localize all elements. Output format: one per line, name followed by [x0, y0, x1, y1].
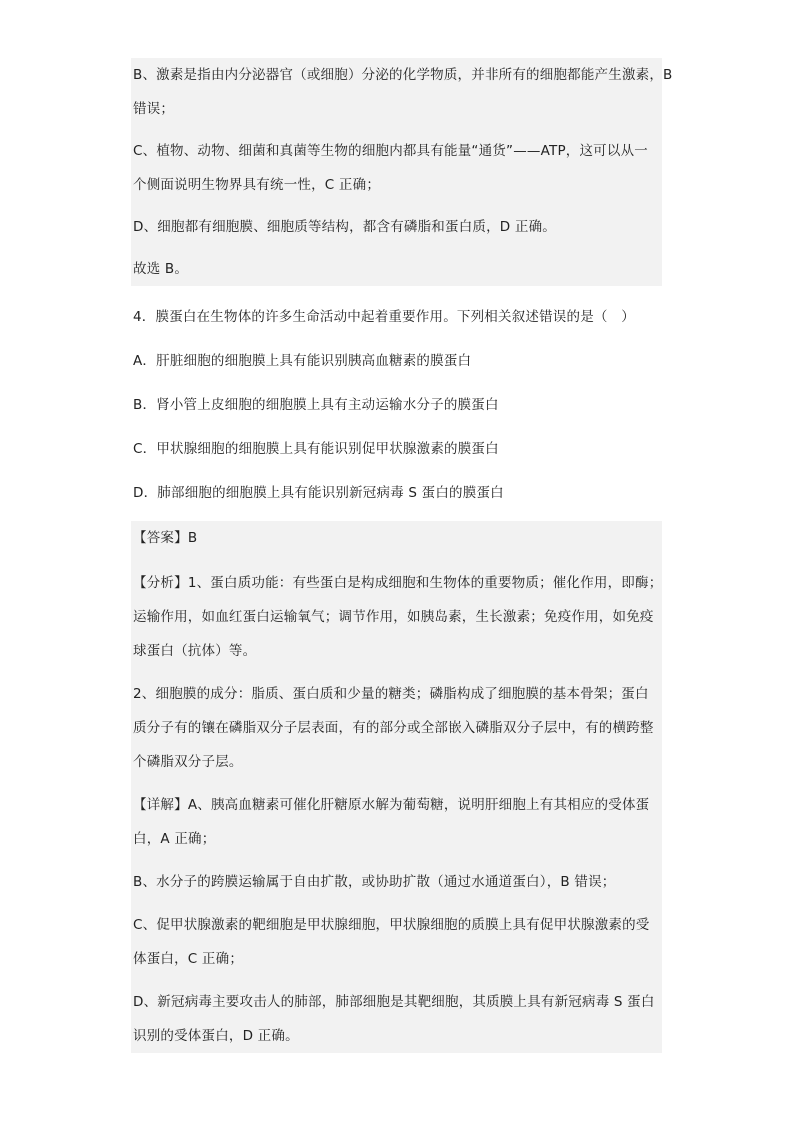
option-b: B．肾小管上皮细胞的细胞膜上具有主动运输水分子的膜蛋白 [133, 397, 499, 413]
analysis-p2-line-3: 个磷脂双分子层。 [133, 754, 243, 770]
detail-line-1 [131, 788, 662, 822]
option-c: C．甲状腺细胞的细胞膜上具有能识别促甲状腺激素的膜蛋白 [133, 441, 499, 457]
explanation-c-line-2: 个侧面说明生物界具有统一性，C 正确； [133, 177, 381, 193]
solution-section [131, 521, 662, 1053]
detail-c-line-2: 体蛋白，C 正确； [133, 951, 244, 967]
explanation-d-line-1: D、细胞都有细胞膜、细胞质等结构，都含有磷脂和蛋白质，D 正确。 [133, 219, 556, 235]
explanation-b-line-1: B、激素是指由内分泌器官（或细胞）分泌的化学物质，并非所有的细胞都能产生激素，B [133, 67, 673, 83]
detail-d-line-2: 识别的受体蛋白，D 正确。 [133, 1028, 299, 1044]
question-stem: 4．膜蛋白在生物体的许多生命活动中起着重要作用。下列相关叙述错误的是（ ） [133, 309, 635, 325]
answer-label: 【答案】 [133, 530, 188, 546]
detail-c-line-1: C、促甲状腺激素的靶细胞是甲状腺细胞，甲状腺细胞的质膜上具有促甲状腺激素的受 [133, 917, 650, 933]
analysis-label: 【分析】 [133, 575, 188, 591]
previous-explanation [131, 58, 673, 286]
analysis-p2-line-2: 质分子有的镶在磷脂双分子层表面，有的部分或全部嵌入磷脂双分子层中，有的横跨整 [133, 720, 654, 736]
explanation-b-line-2: 错误； [133, 101, 175, 117]
detail-d-line-1: D、新冠病毒主要攻击人的肺部，肺部细胞是其靶细胞，其质膜上具有新冠病毒 S 蛋白 [133, 994, 655, 1010]
detail-label: 【详解】 [133, 797, 188, 813]
analysis-p1-line-3: 球蛋白（抗体）等。 [133, 643, 257, 659]
detail-a-line-2: 白，A 正确； [133, 831, 216, 847]
analysis-p1-line-2: 运输作用，如血红蛋白运输氧气；调节作用，如胰岛素，生长激素；免疫作用，如免疫 [133, 609, 654, 625]
option-a: A．肝脏细胞的细胞膜上具有能识别胰高血糖素的膜蛋白 [133, 353, 472, 369]
answer-value: B [187, 530, 198, 546]
detail-b-line-1: B、水分子的跨膜运输属于自由扩散，或协助扩散（通过水通道蛋白），B 错误； [133, 874, 616, 890]
option-d: D．肺部细胞的细胞膜上具有能识别新冠病毒 S 蛋白的膜蛋白 [133, 485, 504, 501]
analysis-p1-line-1: 1、蛋白质功能：有些蛋白是构成细胞和生物体的重要物质；催化作用，即酶； [187, 575, 663, 591]
answer-line [131, 521, 662, 555]
analysis-p2-line-1: 2、细胞膜的成分：脂质、蛋白质和少量的糖类；磷脂构成了细胞膜的基本骨架；蛋白 [133, 686, 649, 702]
explanation-conclusion: 故选 B。 [133, 261, 189, 277]
analysis-line-1 [131, 566, 662, 600]
explanation-c-line-1: C、植物、动物、细菌和真菌等生物的细胞内都具有能量“通货”——ATP，这可以从一 [133, 143, 648, 159]
question-4 [131, 300, 662, 510]
detail-a-line-1: A、胰高血糖素可催化肝糖原水解为葡萄糖，说明肝细胞上有其相应的受体蛋 [187, 797, 650, 813]
